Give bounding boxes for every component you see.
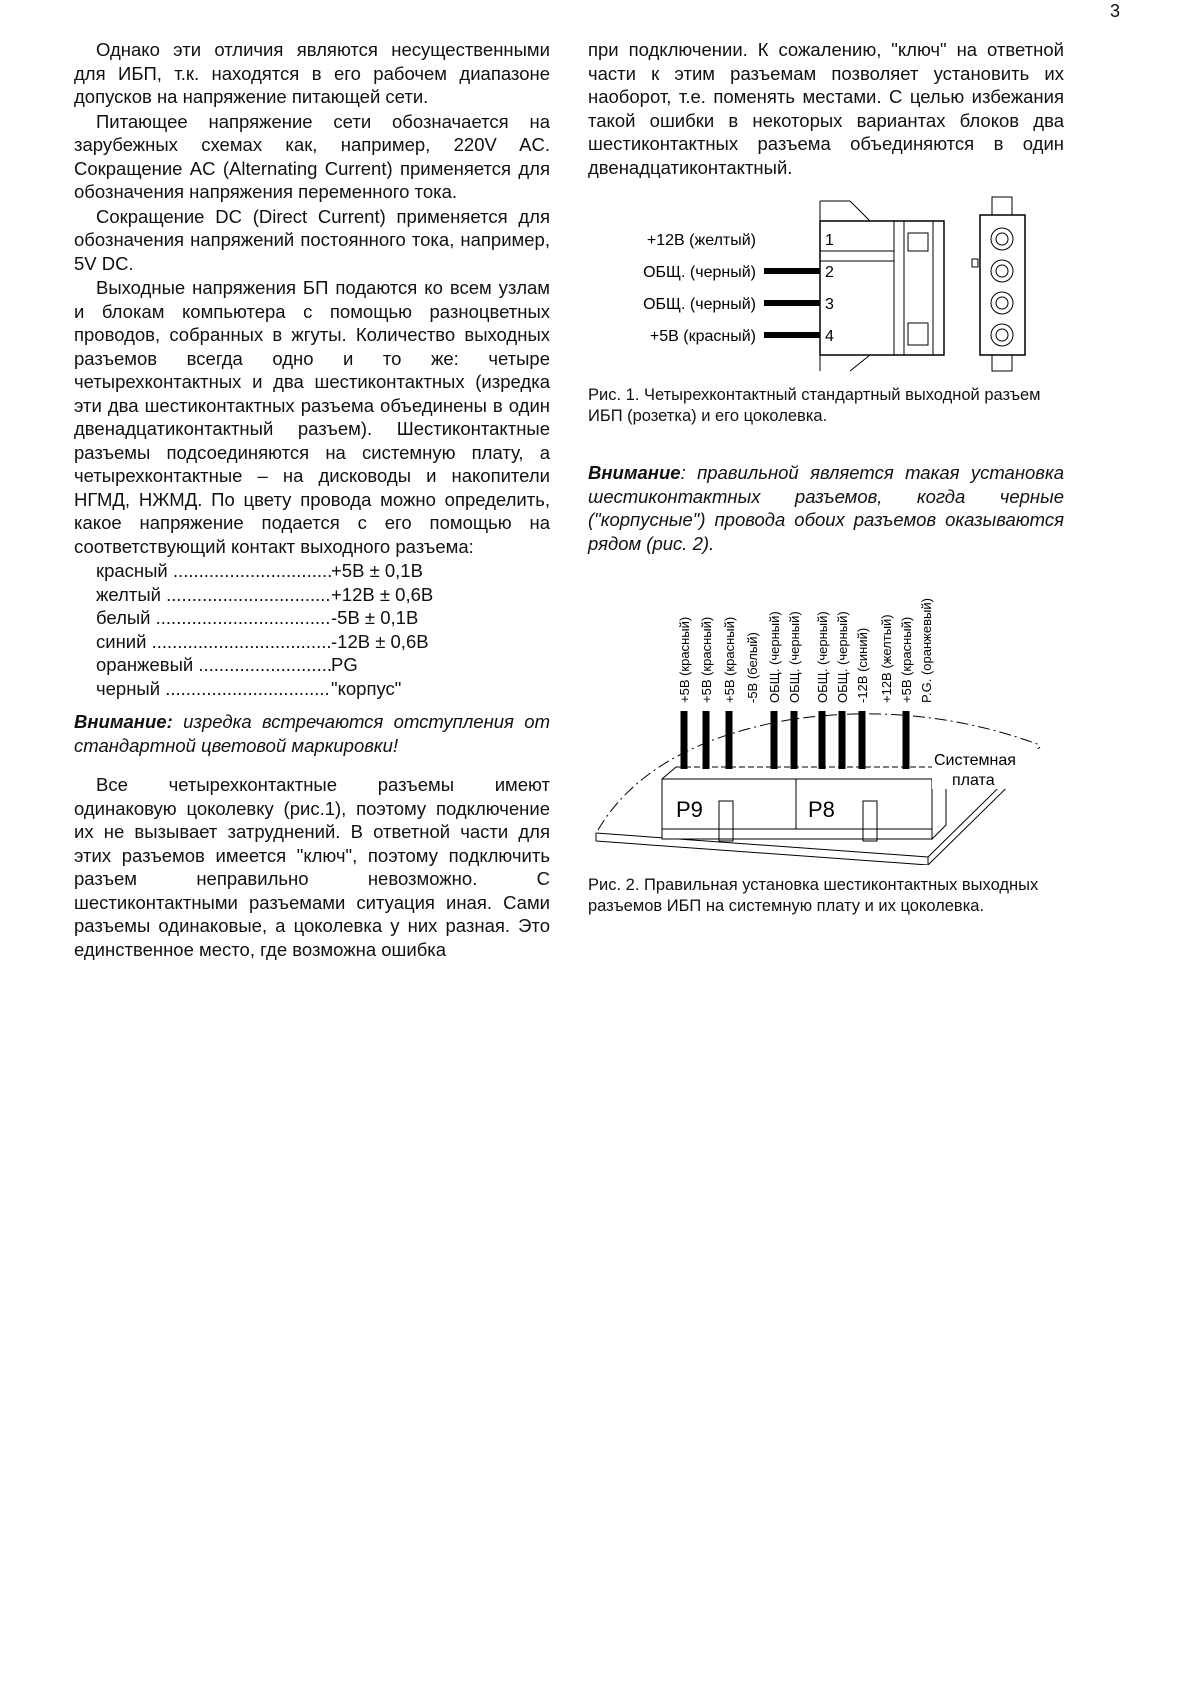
figure-1-caption: Рис. 1. Четырехконтактный стандартный выходной разъем ИБП (розетка) и его цоколевка. xyxy=(588,385,1064,427)
wire-color-name: синий ..... xyxy=(96,630,331,654)
page-number: 3 xyxy=(1110,0,1120,24)
wire xyxy=(839,711,846,769)
pin-label: ОБЩ. (черный) xyxy=(835,611,850,703)
wire-voltage: -5В ± 0,1В xyxy=(331,606,418,630)
wire-color-row xyxy=(96,559,550,583)
wire-voltage: "корпус" xyxy=(331,677,401,701)
connector-p9-label: P9 xyxy=(676,797,703,822)
wire-color-name: черный ..... xyxy=(96,677,331,701)
warning-label: Внимание xyxy=(588,462,681,483)
wire xyxy=(726,711,733,769)
wire-color-name: красный ..... xyxy=(96,559,331,583)
warning-text: : правильной является такая установка шестиконтактных разъемов, когда черные ("корпусные") провода обоих разъемов оказываются рядом (рис. 2). xyxy=(588,462,1064,554)
wire xyxy=(771,711,778,769)
pin-label: -5В (белый) xyxy=(745,632,760,703)
wire-color-name: желтый ..... xyxy=(96,583,331,607)
pin-label: ОБЩ. (черный) xyxy=(767,611,782,703)
black-wire xyxy=(764,332,820,338)
wire-voltage: PG xyxy=(331,653,358,677)
left-column xyxy=(74,38,550,962)
wire-label: ОБЩ. (черный) xyxy=(643,296,756,313)
wire-voltage: +5В ± 0,1В xyxy=(331,559,423,583)
wire xyxy=(859,711,866,769)
wire-color-row xyxy=(96,583,550,607)
wire-label: +12В (желтый) xyxy=(647,232,756,249)
pin-label: -12В (синий) xyxy=(855,628,870,703)
board-label-line2: плата xyxy=(952,772,995,789)
warning-text: изредка встречаются отступления от стандартной цветовой маркировки! xyxy=(74,711,550,756)
warning-note xyxy=(588,461,1064,555)
pin-label: P.G. (оранжевый) xyxy=(919,598,934,703)
black-wire xyxy=(764,300,820,306)
wire xyxy=(903,711,910,769)
wire-voltage: +12В ± 0,6В xyxy=(331,583,433,607)
wire-color-row xyxy=(96,677,550,701)
wire-color-table xyxy=(96,559,550,700)
paragraph: Однако эти отличия являются несущественными для ИБП, т.к. находятся в его рабочем диапазоне допусков на напряжение питающей сети. xyxy=(74,38,550,109)
wire xyxy=(791,711,798,769)
pin-number: 1 xyxy=(825,232,834,249)
document-page xyxy=(0,0,1200,1698)
pin-label: ОБЩ. (черный) xyxy=(815,611,830,703)
warning-label: Внимание: xyxy=(74,711,173,732)
pin-number: 3 xyxy=(825,296,834,313)
wire xyxy=(681,711,688,769)
figure-2-motherboard-connectors xyxy=(588,575,1064,865)
paragraph: при подключении. К сожалению, "ключ" на ответной части к этим разъемам позволяет установить их наоборот, т.е. поменять местами. С целью избежания такой ошибки в некоторых вариантах блоков два шестиконтактных разъема объединяются в один двенадцатиконтактный. xyxy=(588,38,1064,179)
pin-label: +5В (красный) xyxy=(699,617,714,703)
paragraph: Сокращение DC (Direct Current) применяется для обозначения напряжений постоянного тока, например, 5V DC. xyxy=(74,205,550,276)
paragraph: Все четырехконтактные разъемы имеют одинаковую цоколевку (рис.1), поэтому подключение их не вызывает затруднений. В ответной части для этих разъемов имеется "ключ", поэтому подключить разъем неправильно невозможно. С шестиконтактными разъемами ситуация иная. Сами разъемы одинаковые, а цоколевка у них разная. Это единственное место, где возможна ошибка xyxy=(74,773,550,961)
figure-2-caption: Рис. 2. Правильная установка шестиконтактных выходных разъемов ИБП на системную плату и их цоколевка. xyxy=(588,875,1064,917)
pin-number: 2 xyxy=(825,264,834,281)
wire xyxy=(703,711,710,769)
wire-color-name: белый ..... xyxy=(96,606,331,630)
figure-1-connector xyxy=(588,193,1064,373)
paragraph: Питающее напряжение сети обозначается на зарубежных схемах как, например, 220V AC. Сокращение AC (Alternating Current) применяется для обозначения напряжения переменного тока. xyxy=(74,110,550,204)
wire-label: +5В (красный) xyxy=(650,328,756,345)
pin-number: 4 xyxy=(825,328,834,345)
pin-label: +5В (красный) xyxy=(722,617,737,703)
wire-color-row xyxy=(96,606,550,630)
wire-voltage: -12В ± 0,6В xyxy=(331,630,429,654)
connector-p8-label: P8 xyxy=(808,797,835,822)
wire-label: ОБЩ. (черный) xyxy=(643,264,756,281)
pin-label: +5В (красный) xyxy=(677,617,692,703)
board-label-line1: Системная xyxy=(934,752,1016,769)
wire-color-row xyxy=(96,653,550,677)
pin-label: +12В (желтый) xyxy=(879,614,894,703)
pin-label: +5В (красный) xyxy=(899,617,914,703)
warning-note xyxy=(74,710,550,757)
wire-color-name: оранжевый ..... xyxy=(96,653,331,677)
wire-color-row xyxy=(96,630,550,654)
wire xyxy=(819,711,826,769)
pin-label: ОБЩ. (черный) xyxy=(787,611,802,703)
black-wire xyxy=(764,268,820,274)
paragraph: Выходные напряжения БП подаются ко всем узлам и блокам компьютера с помощью разноцветных проводов, собранных в жгуты. Количество выходных разъемов всегда одно и то же: четыре четырехконтактных и два шестиконтактных (изредка эти два шестиконтактных разъема объединены в один двенадцатиконтактный разъем). Шестиконтактные разъемы подсоединяются на системную плату, а четырехконтактные – на дисководы и накопители НГМД, НЖМД. По цвету провода можно определить, какое напряжение подается с его помощью на соответствующий контакт выходного разъема: xyxy=(74,276,550,558)
right-column xyxy=(588,38,1064,917)
